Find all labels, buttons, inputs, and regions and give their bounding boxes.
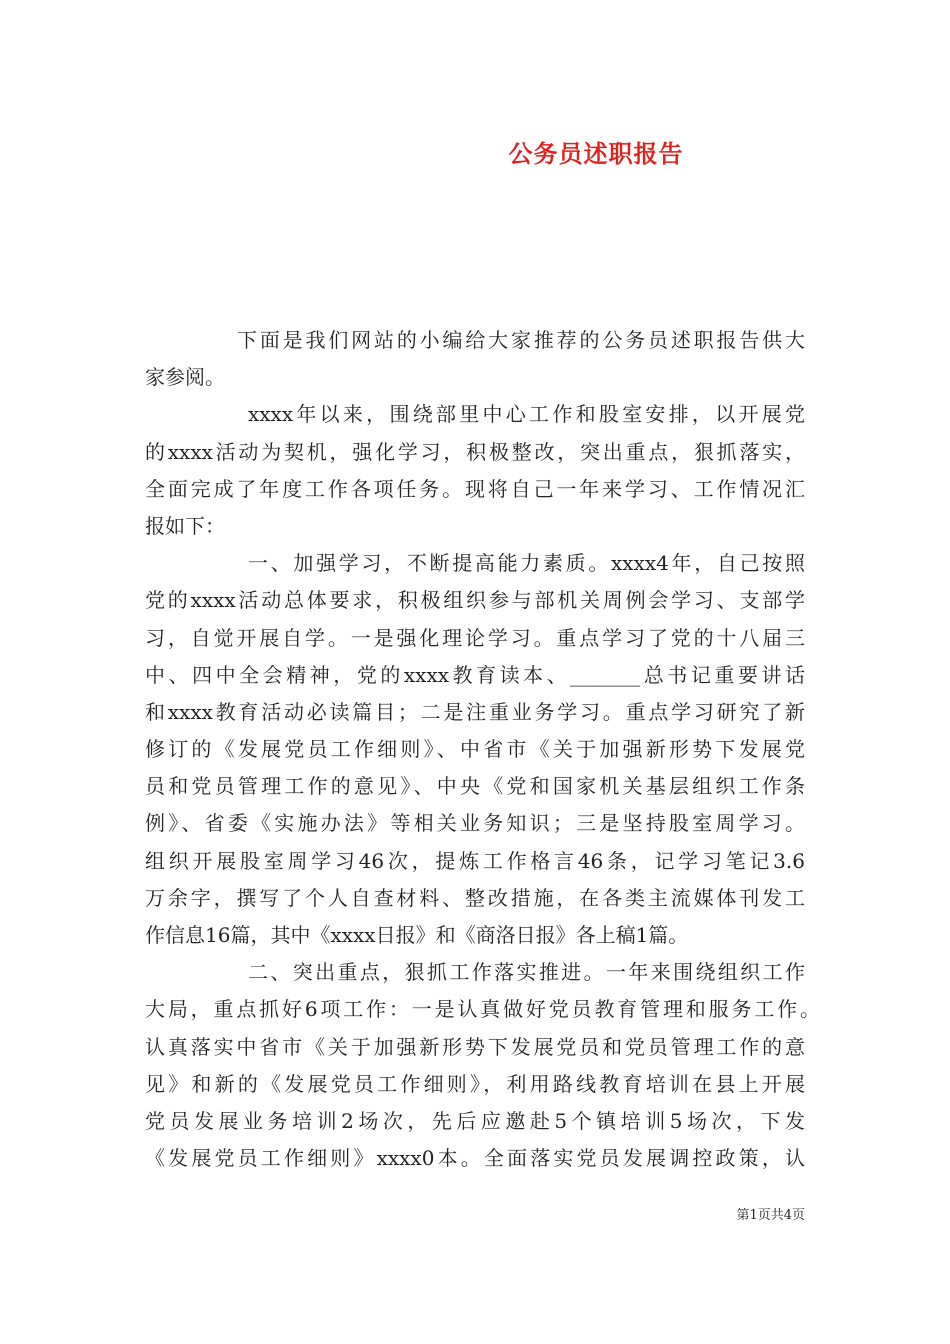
document-title: 公务员述职报告 — [508, 139, 684, 168]
text-line: 例》、省委《实施办法》等相关业务知识；三是坚持股室周学习。 — [145, 811, 805, 836]
text-line: 见》和新的《发展党员工作细则》，利用路线教育培训在县上开展 — [145, 1071, 805, 1096]
page-indicator: 第1页共4页 — [736, 1208, 805, 1223]
text-line: 万余字，撰写了个人自查材料、整改措施，在各类主流媒体刊发工 — [145, 885, 805, 910]
text-line: 下面是我们网站的小编给大家推荐的公务员述职报告供大 — [237, 328, 805, 352]
text-line: 习，自觉开展自学。一是强化理论学习。重点学习了党的十八届三 — [145, 625, 805, 650]
text-line: 修订的《发展党员工作细则》、中省市《关于加强新形势下发展党 — [145, 737, 805, 762]
text-line: 《发展党员工作细则》xxxx0本。全面落实党员发展调控政策，认 — [145, 1146, 805, 1171]
text-line: xxxx年以来，围绕部里中心工作和股室安排，以开展党 — [248, 402, 805, 427]
text-line: 二、突出重点，狠抓工作落实推进。一年来围绕组织工作 — [248, 960, 805, 985]
paragraph-section-2 — [145, 954, 820, 1177]
text-line: 报如下： — [145, 513, 225, 538]
text-line: 全面完成了年度工作各项任务。现将自己一年来学习、工作情况汇 — [145, 476, 805, 501]
text-line: 一、加强学习，不断提高能力素质。xxxx4年，自己按照 — [248, 551, 805, 576]
text-line: 员和党员管理工作的意见》、中央《党和国家机关基层组织工作条 — [145, 774, 805, 799]
paragraph-section-1 — [145, 545, 805, 954]
text-line: 党的xxxx活动总体要求，积极组织参与部机关周例会学习、支部学 — [145, 588, 805, 613]
document-body — [145, 322, 820, 1177]
paragraph-overview — [145, 396, 805, 545]
text-line: 和xxxx教育活动必读篇目；二是注重业务学习。重点学习研究了新 — [145, 699, 805, 724]
text-line: 组织开展股室周学习46次，提炼工作格言46条，记学习笔记3.6 — [145, 848, 805, 873]
paragraph-intro — [145, 322, 805, 396]
text-line: 家参阅。 — [145, 365, 225, 390]
text-line: 认真落实中省市《关于加强新形势下发展党员和党员管理工作的意 — [145, 1034, 805, 1059]
text-line: 的xxxx活动为契机，强化学习，积极整改，突出重点，狠抓落实， — [145, 439, 805, 464]
text-line: 中、四中全会精神，党的xxxx教育读本、_______总书记重要讲话 — [145, 662, 805, 687]
text-line: 作信息16篇，其中《xxxx日报》和《商洛日报》各上稿1篇。 — [145, 923, 689, 947]
text-line: 大局，重点抓好6项工作：一是认真做好党员教育管理和服务工作。 — [145, 997, 820, 1022]
text-line: 党员发展业务培训2场次，先后应邀赴5个镇培训5场次，下发 — [145, 1108, 805, 1133]
